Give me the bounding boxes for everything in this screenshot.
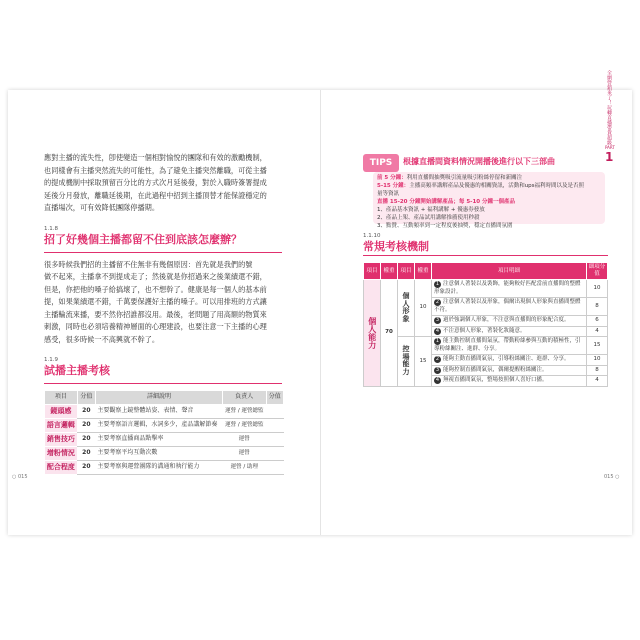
section-number: 1.1.10 (363, 233, 381, 239)
blank-cell (266, 460, 283, 474)
table-header: 權重 (415, 263, 432, 280)
blank-cell (266, 446, 283, 460)
group-cell: 控場能力 (398, 337, 415, 387)
desc-cell: 主要考察語言邏輯，水詞多少，產品講解節奏 (95, 418, 222, 432)
score-cell: 20 (77, 432, 95, 446)
category-cell: 個人能力 (364, 280, 381, 387)
intro-paragraph: 應對主播的流失性，卽使變造一個相對愉悅的團隊和有效的激勵機制， 也同樣會有主播突然流失的可能性，為了避免主播突然離職，可從主播 的提成機制中採取預留百分比的方式次月延後發，對於入職時簽署提成 延後分月發放，離職延後期，在此過程中招到主播頂替才能保證穩定的 直播場次，可有效降低團隊停播期。 (44, 153, 267, 212)
desc-cell: 主要考察與運營團隊的溝通和執行能力 (95, 460, 222, 474)
blank-cell (266, 432, 283, 446)
table-header: 權重 (381, 263, 398, 280)
tips-line: 前 5 分鐘：利用直播間抽獎吸引流量吸引粉絲停留和新關注 (377, 175, 523, 181)
detail-cell: 1 注意個人著裝以及裝飾，能夠較好匹配當前直播間的整體形象設計。 (432, 280, 587, 298)
item-cell: 鏡頭感 (45, 404, 78, 418)
score-cell: 20 (77, 460, 95, 474)
score-cell: 20 (77, 404, 95, 418)
table-header-row (364, 263, 608, 280)
owner-cell: 運營 / 運營總監 (223, 404, 266, 418)
table-row (364, 337, 608, 355)
blank-cell (266, 404, 283, 418)
tips-line: 5-15 分鐘：主播高頻率講解產品及優惠的相關資訊，活動和ups福利時間以及是否照 (377, 183, 585, 189)
score-cell: 20 (77, 446, 95, 460)
owner-cell: 運營 (223, 446, 266, 460)
detail-cell: 2 能夠主動直播間氣氛，引導粉絲關注、進群、分享。 (432, 355, 587, 366)
table-header: 項目明細 (432, 263, 587, 280)
page-number-right: 015 ○ (604, 474, 620, 480)
owner-cell: 運營 / 助理 (223, 460, 266, 474)
tips-line: 3、點贊、互動頻率到一定程度後抽獎，穩定直播間氛圍 (377, 223, 513, 229)
table-header: 項目 (364, 263, 381, 280)
trial-anchor-table (44, 390, 284, 475)
section-number: 1.1.8 (44, 225, 58, 232)
detail-cell: 3 過於強調個人形象，不注意與直播間的形象配合度。 (432, 316, 587, 327)
section-paragraph: 很多時候我們招的主播留不住無非有幾個原因：首先就是我們的號 做不起來，主播拿不到提成走了；然後就是你招過來之後業績還不錯， 但是，你把他的嗓子給搞壞了，也不想幹了。健康是每一個人的基本前 提，如果業績還不錯，千萬要保護好主播的嗓子。可以用排班的方式讓 主播輪流來播，要不然你招誰都沒用。最後，老問題了用高額的物質來 刺激，同時也必須培養精神層面的心理建設，也要注意一下主播的心理 感受，很多時候一不高興就不幹了。 (44, 259, 267, 344)
tips-line: 直播 15-20 分鐘開始講解產品；每 5-10 分鐘一個產品 (377, 199, 516, 205)
detail-cell: 3 能夠控制直播間氣氛，偶爾提醒粉絲關注。 (432, 365, 587, 376)
tips-content (373, 172, 605, 229)
section-heading: 試播主播考核 (44, 364, 110, 377)
tips-badge: TIPS (363, 154, 399, 172)
table-header: 項目 (45, 391, 78, 405)
section-divider (363, 255, 608, 256)
table-header: 分值 (77, 391, 95, 405)
blank-cell (266, 418, 283, 432)
table-header: 細項分值 (587, 263, 608, 280)
detail-score-cell: 10 (587, 280, 608, 298)
desc-cell: 主要考察平均互動次數 (95, 446, 222, 460)
section-heading: 常規考核機制 (363, 240, 429, 253)
detail-score-cell: 4 (587, 376, 608, 387)
tips-line: 2、產品上架、產品試用講解推薦使用秒殺 (377, 215, 480, 221)
desc-cell: 主要觀察上鏡整體站姿、表情、聲音 (95, 404, 222, 418)
tips-title: 根據直播間資料情況開播後進行以下三部曲 (403, 157, 555, 166)
table-header: 分值 (266, 391, 283, 405)
owner-cell: 運營 (223, 432, 266, 446)
detail-score-cell: 15 (587, 337, 608, 355)
assessment-table (363, 262, 608, 387)
page-gutter (320, 90, 321, 535)
section-divider (44, 383, 282, 384)
owner-cell: 運營 / 運營總監 (223, 418, 266, 432)
table-header: 負責人 (223, 391, 266, 405)
table-row (45, 404, 284, 418)
table-header-row (45, 391, 284, 405)
item-cell: 銷售技巧 (45, 432, 78, 446)
section-number: 1.1.9 (44, 357, 58, 363)
category-weight-cell: 70 (381, 280, 398, 387)
item-cell: 配合程度 (45, 460, 78, 474)
tips-line: 1、產品基本資訊 + 福利講解 + 優惠券發放 (377, 207, 485, 213)
part-label: PART (605, 145, 615, 150)
page-number-left: ○ 015 (12, 474, 28, 480)
tips-line: 量等資訊 (377, 191, 400, 197)
group-weight-cell: 15 (415, 337, 432, 387)
item-cell: 增粉情況 (45, 446, 78, 460)
table-header: 詳細說明 (95, 391, 222, 405)
group-cell: 個人形象 (398, 280, 415, 337)
detail-cell: 4 不注意個人形象，著裝化妝隨意。 (432, 326, 587, 337)
chapter-side-tab (605, 70, 624, 164)
group-weight-cell: 10 (415, 280, 432, 337)
right-page (363, 152, 608, 387)
detail-score-cell: 10 (587, 355, 608, 366)
section-divider (44, 252, 282, 253)
desc-cell: 主要考察直播商品點擊率 (95, 432, 222, 446)
score-cell: 20 (77, 418, 95, 432)
tips-box (363, 152, 608, 229)
table-header: 項目 (398, 263, 415, 280)
item-cell: 語言邏輯 (45, 418, 78, 432)
detail-cell: 1 能主動控制直播間氣氛，帶動粉絲參與互動的積極性，引導粉絲關注、進群、分享。 (432, 337, 587, 355)
detail-cell: 4 無視直播間氣氛，整場按照個人喜好口播。 (432, 376, 587, 387)
table-row (364, 280, 608, 298)
detail-score-cell: 8 (587, 298, 608, 316)
table-row (45, 460, 284, 474)
book-spread (8, 90, 632, 535)
part-number: 1 (605, 150, 614, 164)
table-row (45, 432, 284, 446)
left-page (44, 152, 282, 475)
chapter-title: 全網營銷來了！玩轉直播帶貨超級 (606, 70, 612, 145)
detail-score-cell: 4 (587, 326, 608, 337)
detail-cell: 2 注意個人著裝以及形象，偶爾出現個人形象與直播間整體不符。 (432, 298, 587, 316)
section-heading: 招了好幾個主播都留不住到底該怎麼辦？ (44, 232, 242, 246)
detail-score-cell: 8 (587, 365, 608, 376)
detail-score-cell: 6 (587, 316, 608, 327)
table-row (45, 418, 284, 432)
table-row (45, 446, 284, 460)
